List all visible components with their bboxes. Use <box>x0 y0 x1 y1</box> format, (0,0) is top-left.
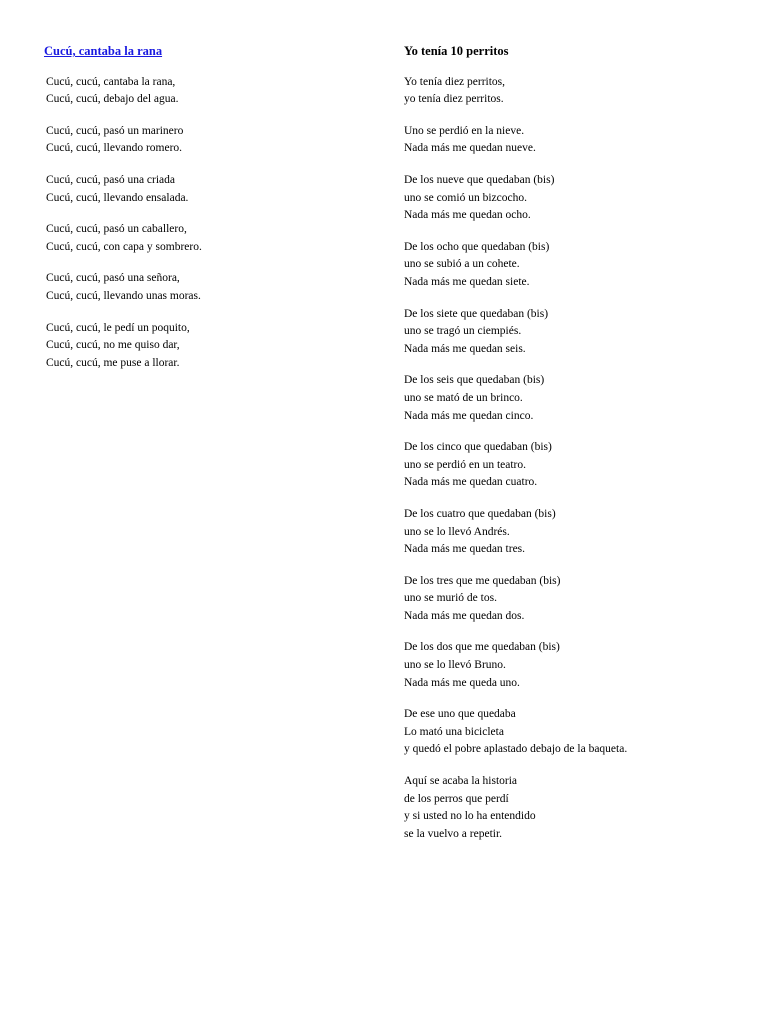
stanza <box>404 372 734 425</box>
lyric-line: Nada más me queda uno. <box>404 676 520 689</box>
lyric-line: Nada más me quedan cinco. <box>404 409 534 422</box>
lyric-line: Nada más me quedan dos. <box>404 609 525 622</box>
song-column-right <box>404 44 734 843</box>
stanza <box>404 239 734 292</box>
lyric-line: Nada más me quedan tres. <box>404 543 526 556</box>
lyric-line: Nada más me quedan ocho. <box>404 209 531 222</box>
stanza <box>404 306 734 359</box>
lyric-line: de los perros que perdí <box>404 792 509 805</box>
stanza <box>44 123 374 158</box>
lyric-line: Cucú, cucú, debajo del agua. <box>46 93 179 106</box>
lyric-line: Cucú, cucú, llevando romero. <box>46 142 183 155</box>
lyric-line: Uno se perdió en la nieve. <box>404 124 525 137</box>
lyric-line: De los seis que quedaban (bis) <box>404 374 545 387</box>
lyric-line: De los siete que quedaban (bis) <box>404 307 549 320</box>
lyric-line: De los cinco que quedaban (bis) <box>404 441 552 454</box>
lyric-line: y si usted no lo ha entendido <box>404 810 536 823</box>
lyric-line: uno se lo llevó Andrés. <box>404 525 510 538</box>
lyric-line: Cucú, cucú, con capa y sombrero. <box>46 240 202 253</box>
lyric-line: Cucú, cucú, me puse a llorar. <box>46 356 180 369</box>
song-column-left <box>44 44 374 372</box>
lyric-line: Cucú, cucú, pasó un caballero, <box>46 223 187 236</box>
lyric-line: Cucú, cucú, pasó una criada <box>46 174 176 186</box>
lyric-line: y quedó el pobre aplastado debajo de la baqueta. <box>404 743 628 756</box>
stanza <box>44 74 374 109</box>
stanza <box>404 74 734 109</box>
lyric-line: Nada más me quedan siete. <box>404 275 530 288</box>
lyric-line: Cucú, cucú, pasó un marinero <box>46 124 184 137</box>
stanza <box>404 773 734 843</box>
stanza <box>44 320 374 373</box>
stanza <box>44 172 374 207</box>
stanza <box>404 439 734 492</box>
stanza <box>404 172 734 225</box>
lyric-line: Nada más me quedan seis. <box>404 342 526 355</box>
lyric-line: se la vuelvo a repetir. <box>404 827 503 840</box>
lyric-line: Nada más me quedan cuatro. <box>404 476 538 489</box>
lyric-line: Cucú, cucú, llevando unas moras. <box>46 289 201 302</box>
lyric-line: uno se mató de un brinco. <box>404 391 523 404</box>
lyric-line: Yo tenía diez perritos, <box>404 75 506 88</box>
lyric-line: De los tres que me quedaban (bis) <box>404 574 561 587</box>
lyric-line: uno se subió a un cohete. <box>404 258 520 271</box>
lyric-line: Cucú, cucú, cantaba la rana, <box>46 75 176 88</box>
lyric-line: Cucú, cucú, no me quiso dar, <box>46 339 180 352</box>
stanza <box>404 706 734 759</box>
song-title-perritos: Yo tenía 10 perritos <box>404 44 509 58</box>
lyric-line: Cucú, cucú, llevando ensalada. <box>46 191 189 204</box>
lyric-line: Aquí se acaba la historia <box>404 775 518 788</box>
lyric-line: De ese uno que quedaba <box>404 708 516 721</box>
stanza <box>404 639 734 692</box>
song-title-cucu[interactable]: Cucú, cantaba la rana <box>44 44 163 58</box>
stanza <box>44 221 374 256</box>
lyric-line: De los ocho que quedaban (bis) <box>404 240 550 253</box>
song-body-perritos <box>404 74 734 844</box>
lyric-line: uno se perdió en un teatro. <box>404 458 526 471</box>
lyric-line: uno se lo llevó Bruno. <box>404 659 506 672</box>
lyric-line: uno se murió de tos. <box>404 592 497 605</box>
stanza <box>44 270 374 305</box>
lyric-line: Lo mató una bicicleta <box>404 725 504 738</box>
lyric-line: De los cuatro que quedaban (bis) <box>404 507 556 520</box>
lyric-line: De los dos que me quedaban (bis) <box>404 641 560 654</box>
stanza <box>404 506 734 559</box>
lyric-line: De los nueve que quedaban (bis) <box>404 174 555 186</box>
lyric-line: uno se comió un bizcocho. <box>404 191 527 204</box>
song-body-cucu <box>44 74 374 373</box>
lyric-line: yo tenía diez perritos. <box>404 93 504 106</box>
lyric-line: Cucú, cucú, le pedí un poquito, <box>46 321 190 334</box>
lyric-line: uno se tragó un ciempiés. <box>404 325 522 338</box>
stanza <box>404 123 734 158</box>
lyric-line: Cucú, cucú, pasó una señora, <box>46 272 180 285</box>
stanza <box>404 573 734 626</box>
lyric-line: Nada más me quedan nueve. <box>404 142 536 155</box>
